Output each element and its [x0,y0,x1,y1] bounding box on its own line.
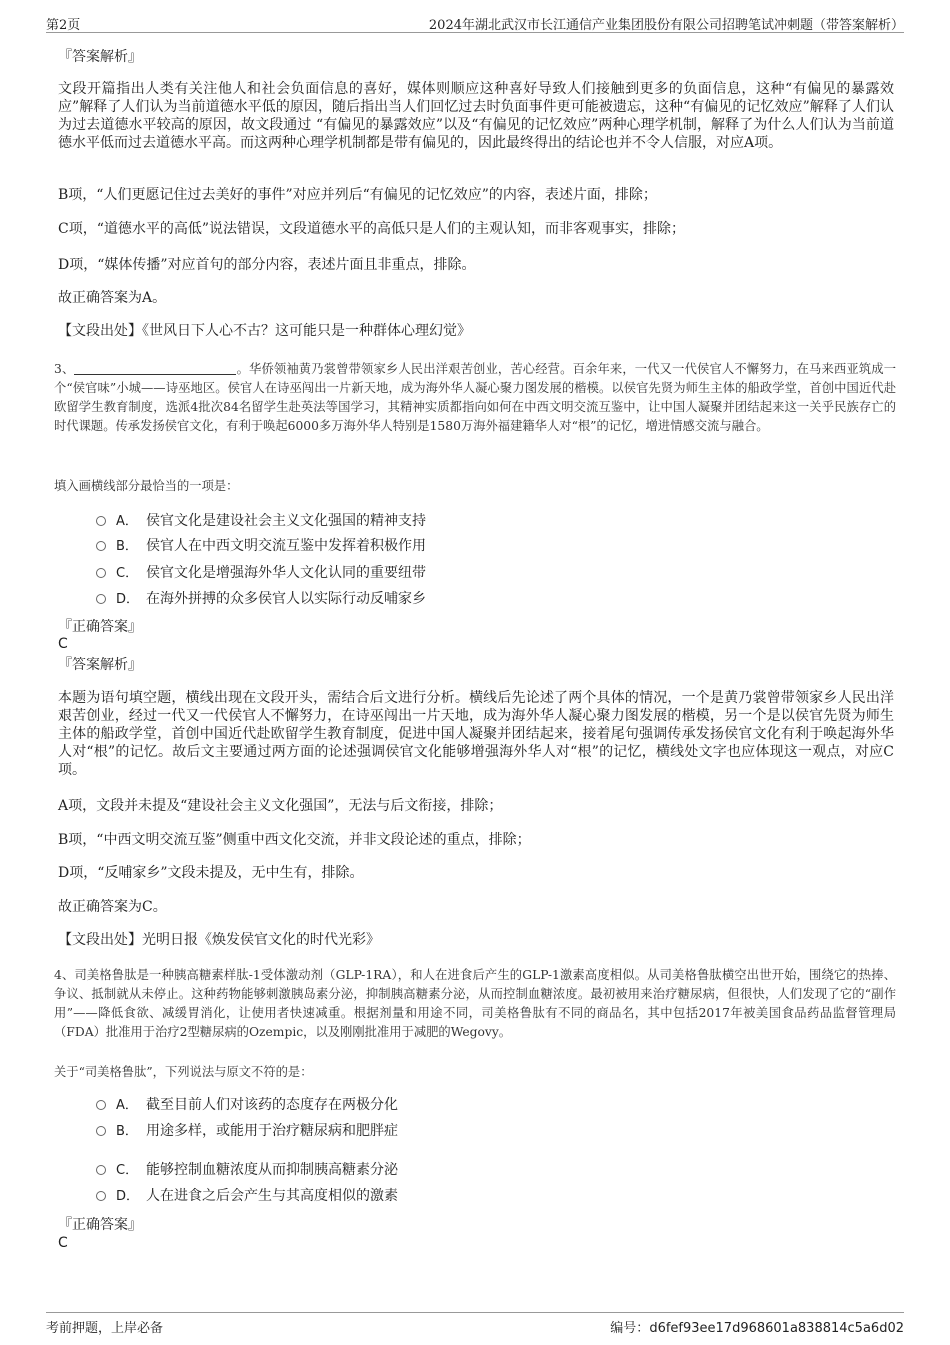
q4-answer: C [58,1235,68,1251]
q4-option-a[interactable]: A． 截至目前人们对该药的态度存在两极分化 [96,1096,398,1115]
q2-option-c-note: C项，“道德水平的高低”说法错误，文段道德水平的高低只是人们的主观认知，而非客观事实，排除； [58,221,686,237]
radio-icon[interactable] [96,568,106,578]
q2-source: 【文段出处】《世风日下人心不古？这可能只是一种群体心理幻觉》 [58,323,471,339]
fill-blank [74,362,236,375]
q4-text: 司美格鲁肽是一种胰高糖素样肽-1受体激动剂（GLP-1RA），和人在进食后产生的GLP-1激素高度相似。从司美格鲁肽横空出世开始，围绕它的热捧、争议、抵制就从未停止。这种药物能够刺激胰岛素分泌，抑制胰高糖素分泌，从而控制血糖浓度。最初被用来治疗糖尿病，但很快，人们发现了它的“副作用”——降低食欲、减缓胃消化，让使用者快速减重。根据剂量和用途不同，司美格鲁肽有不同的商品名，其中包括2017年被美国食品药品监督管理局（FDA）批准用于治疗2型糖尿病的Ozempic，以及刚刚批准用于减肥的Wegovy。 [54,968,897,1039]
footer-slogan: 考前押题，上岸必备 [46,1321,164,1336]
q3-option-b[interactable]: B． 侯官人在中西文明交流互鉴中发挥着积极作用 [96,537,426,556]
q4-option-d[interactable]: D． 人在进食之后会产生与其高度相似的激素 [96,1187,398,1206]
page-footer [46,1312,904,1335]
footer-code-value: d6fef93ee17d968601a838814c5a6d02 [649,1321,904,1336]
radio-icon[interactable] [96,516,106,526]
q3-answer-label: 『正确答案』 [58,619,142,635]
q3-option-d-note: D项，“反哺家乡”文段未提及，无中生有，排除。 [58,865,364,881]
radio-icon[interactable] [96,1191,106,1201]
q2-analysis-label: 『答案解析』 [58,49,142,65]
q4-option-b[interactable]: B． 用途多样，或能用于治疗糖尿病和肥胖症 [96,1122,398,1141]
q4-option-c[interactable]: C． 能够控制血糖浓度从而抑制胰高糖素分泌 [96,1161,398,1180]
q3-analysis-text: 本题为语句填空题，横线出现在文段开头，需结合后文进行分析。横线后先论述了两个具体的情况，一个是黄乃裳曾带领家乡人民出洋艰苦创业，经过一代又一代侯官人不懈努力，在诗巫闯出一片天地，成为海外华人凝心聚力图发展的楷模，另一个是以侯官先贤为师生主体的船政学堂，首创中国近代赴欧留学生教育制度，促进中国人凝聚并团结起来，接着尾句强调传承发扬侯官文化有利于唤起海外华人对“根”的记忆。故后文主要通过两方面的论述强调侯官文化能够增强海外华人对“根”的记忆，横线处文字也应体现这一观点，对应C项。 [58,690,894,778]
footer-code-label: 编号： [610,1321,650,1336]
radio-icon[interactable] [96,541,106,551]
q3-text: 。华侨领袖黄乃裳曾带领家乡人民出洋艰苦创业，苦心经营。百余年来，一代又一代侯官人不懈努力，在马来西亚筑成一个“侯官味”小城——诗巫地区。侯官人在诗巫闯出一片新天地，成为海外华人凝心聚力图发展的楷模。以侯官先贤为师生主体的船政学堂，首创中国近代赴欧留学生教育制度，选派4批次84名留学生赴英法等国学习，其精神实质都指向如何在中西文明交流互鉴中，让中国人凝聚并团结起来这一关乎民族存亡的时代课题。传承发扬侯官文化，有利于唤起6000多万海外华人特别是1580万海外福建籍华人对“根”的记忆，增进情感交流与融合。 [54,362,896,433]
radio-icon[interactable] [96,594,106,604]
page-number: 第2页 [46,18,81,33]
q3-source: 【文段出处】光明日报《焕发侯官文化的时代光彩》 [58,932,380,948]
radio-icon[interactable] [96,1165,106,1175]
q4-prompt: 关于“司美格鲁肽”，下列说法与原文不符的是： [54,1065,313,1079]
q4-number: 4、 [54,968,75,982]
q3-option-c[interactable]: C． 侯官文化是增强海外华人文化认同的重要纽带 [96,564,426,583]
footer-code [610,1317,904,1336]
q3-answer: C [58,636,68,652]
radio-icon[interactable] [96,1100,106,1110]
q2-option-d-note: D项，“媒体传播”对应首句的部分内容，表述片面且非重点，排除。 [58,257,476,273]
page-header [46,12,904,33]
q3-option-a-note: A项，文段并未提及“建设社会主义文化强国”，无法与后文衔接，排除； [58,798,503,814]
q3-stem [54,360,896,436]
q3-option-a[interactable]: A． 侯官文化是建设社会主义文化强国的精神支持 [96,512,426,531]
q3-option-b-note: B项，“中西文明交流互鉴”侧重中西文化交流，并非文段论述的重点，排除； [58,832,531,848]
q4-answer-label: 『正确答案』 [58,1217,142,1233]
radio-icon[interactable] [96,1126,106,1136]
q3-option-d[interactable]: D． 在海外拼搏的众多侯官人以实际行动反哺家乡 [96,590,426,609]
q2-conclusion: 故正确答案为A。 [58,290,167,306]
q3-conclusion: 故正确答案为C。 [58,899,167,915]
q2-analysis-text: 文段开篇指出人类有关注他人和社会负面信息的喜好，媒体则顺应这种喜好导致人们接触到更多的负面信息，这种“有偏见的暴露效应”解释了人们认为当前道德水平低的原因，随后指出当人们回忆过去时负面事件更可能被遗忘，这种“有偏见的记忆效应”解释了人们认为过去道德水平较高的原因，故文段通过 “有偏见的暴露效应”以及“有偏见的记忆效应”两种心理学机制，解释了为什么人们认为当前道德水平低而过去道德水平高。而这两种心理学机制都是带有偏见的，因此最终得出的结论也并不令人信服，对应A项。 [58,81,894,151]
q3-prompt: 填入画横线部分最恰当的一项是： [54,479,239,493]
q3-number: 3、 [54,362,75,376]
q2-option-b-note: B项，“人们更愿记住过去美好的事件”对应并列后“有偏见的记忆效应”的内容，表述片面，排除； [58,187,657,203]
q4-stem [54,966,896,1042]
q3-analysis-label: 『答案解析』 [58,657,142,673]
document-title: 2024年湖北武汉市长江通信产业集团股份有限公司招聘笔试冲刺题（带答案解析） [428,18,904,33]
